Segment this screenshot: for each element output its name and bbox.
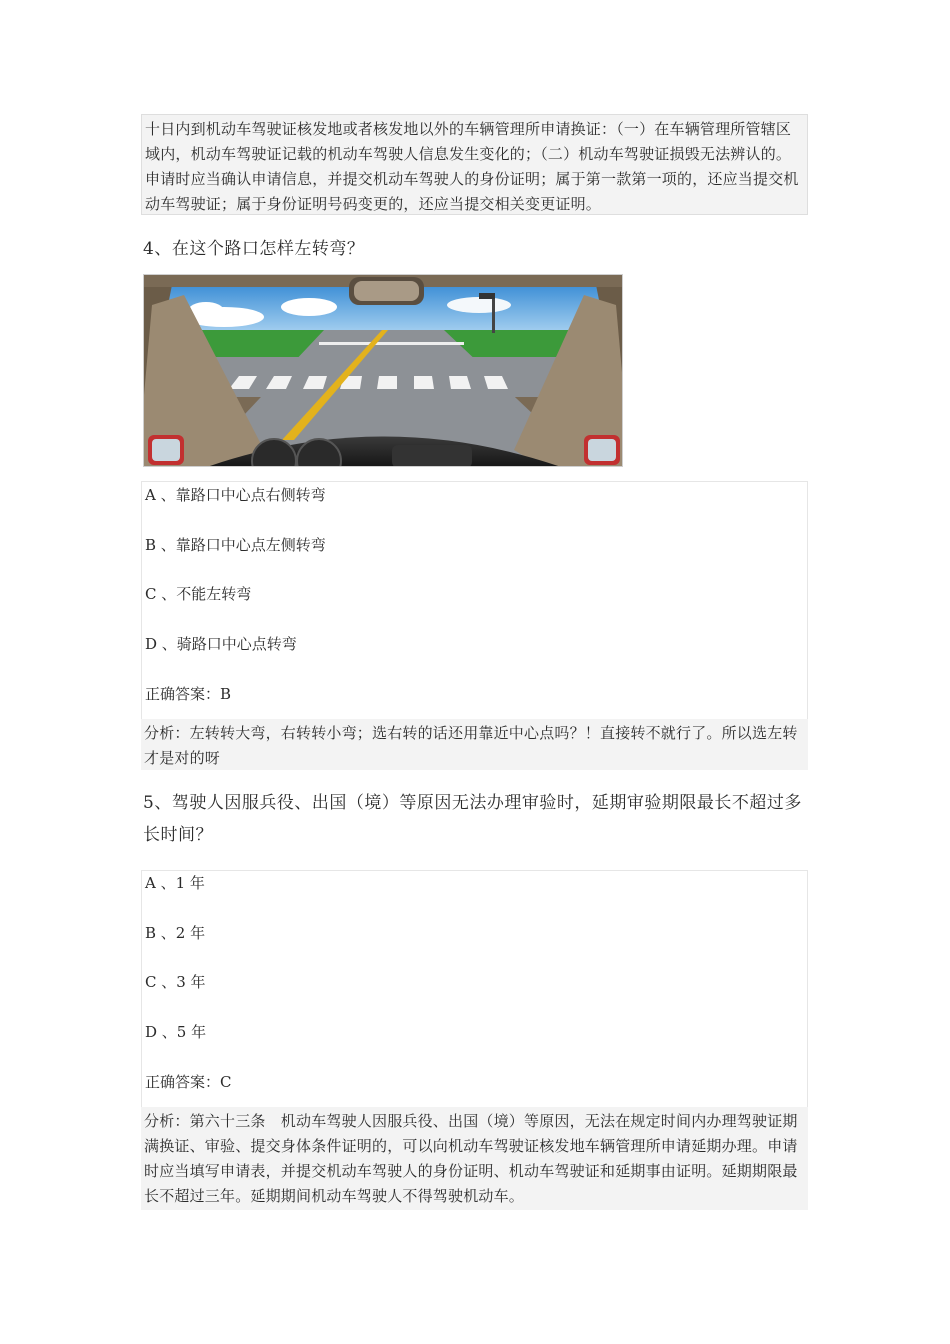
q4-analysis-text: 分析：左转转大弯，右转转小弯；选右转的话还用靠近中心点吗？！直接转不就行了。所以选左转才是对的呀 <box>144 724 798 767</box>
q5-option-d[interactable]: D 、5 年 <box>145 1023 207 1041</box>
q5-analysis-box <box>141 1107 808 1210</box>
q5-option-b[interactable]: B 、2 年 <box>145 924 206 942</box>
q5-option-a[interactable]: A 、1 年 <box>145 874 205 892</box>
previous-analysis-box <box>141 114 808 215</box>
q4-answer: 正确答案：B <box>145 685 232 703</box>
q4-option-c[interactable]: C 、不能左转弯 <box>145 585 252 603</box>
question-4-title: 4、在这个路口怎样左转弯？ <box>143 239 365 259</box>
q5-analysis-text: 分析：第六十三条 机动车驾驶人因服兵役、出国（境）等原因，无法在规定时间内办理驾驶证期满换证、审验、提交身体条件证明的，可以向机动车驾驶证核发地车辆管理所申请延期办理。申请时应当填写申请表，并提交机动车驾驶人的身份证明、机动车驾驶证和延期事由证明。延期期限最长不超过三年。延期期间机动车驾驶人不得驾驶机动车。 <box>144 1112 798 1205</box>
q5-answer: 正确答案：C <box>145 1073 232 1091</box>
intersection-photo <box>143 274 623 467</box>
question-5-options-box <box>141 870 808 1209</box>
q4-option-d[interactable]: D 、骑路口中心点转弯 <box>145 635 297 653</box>
question-5-title: 5、驾驶人因服兵役、出国（境）等原因无法办理审验时，延期审验期限最长不超过多长时间？ <box>143 793 802 845</box>
q4-analysis-box <box>141 719 808 770</box>
q4-option-b[interactable]: B 、靠路口中心点左侧转弯 <box>145 536 326 554</box>
previous-analysis-text: 十日内到机动车驾驶证核发地或者核发地以外的车辆管理所申请换证：（一）在车辆管理所管辖区域内，机动车驾驶证记载的机动车驾驶人信息发生变化的；（二）机动车驾驶证损毁无法辨认的。申请时应当确认申请信息，并提交机动车驾驶人的身份证明；属于第一款第一项的，还应当提交机动车驾驶证；属于身份证明号码变更的，还应当提交相关变更证明。 <box>145 120 799 213</box>
q4-option-a[interactable]: A 、靠路口中心点右侧转弯 <box>145 486 326 504</box>
question-4-options-box <box>141 481 808 769</box>
q5-option-c[interactable]: C 、3 年 <box>145 973 206 991</box>
